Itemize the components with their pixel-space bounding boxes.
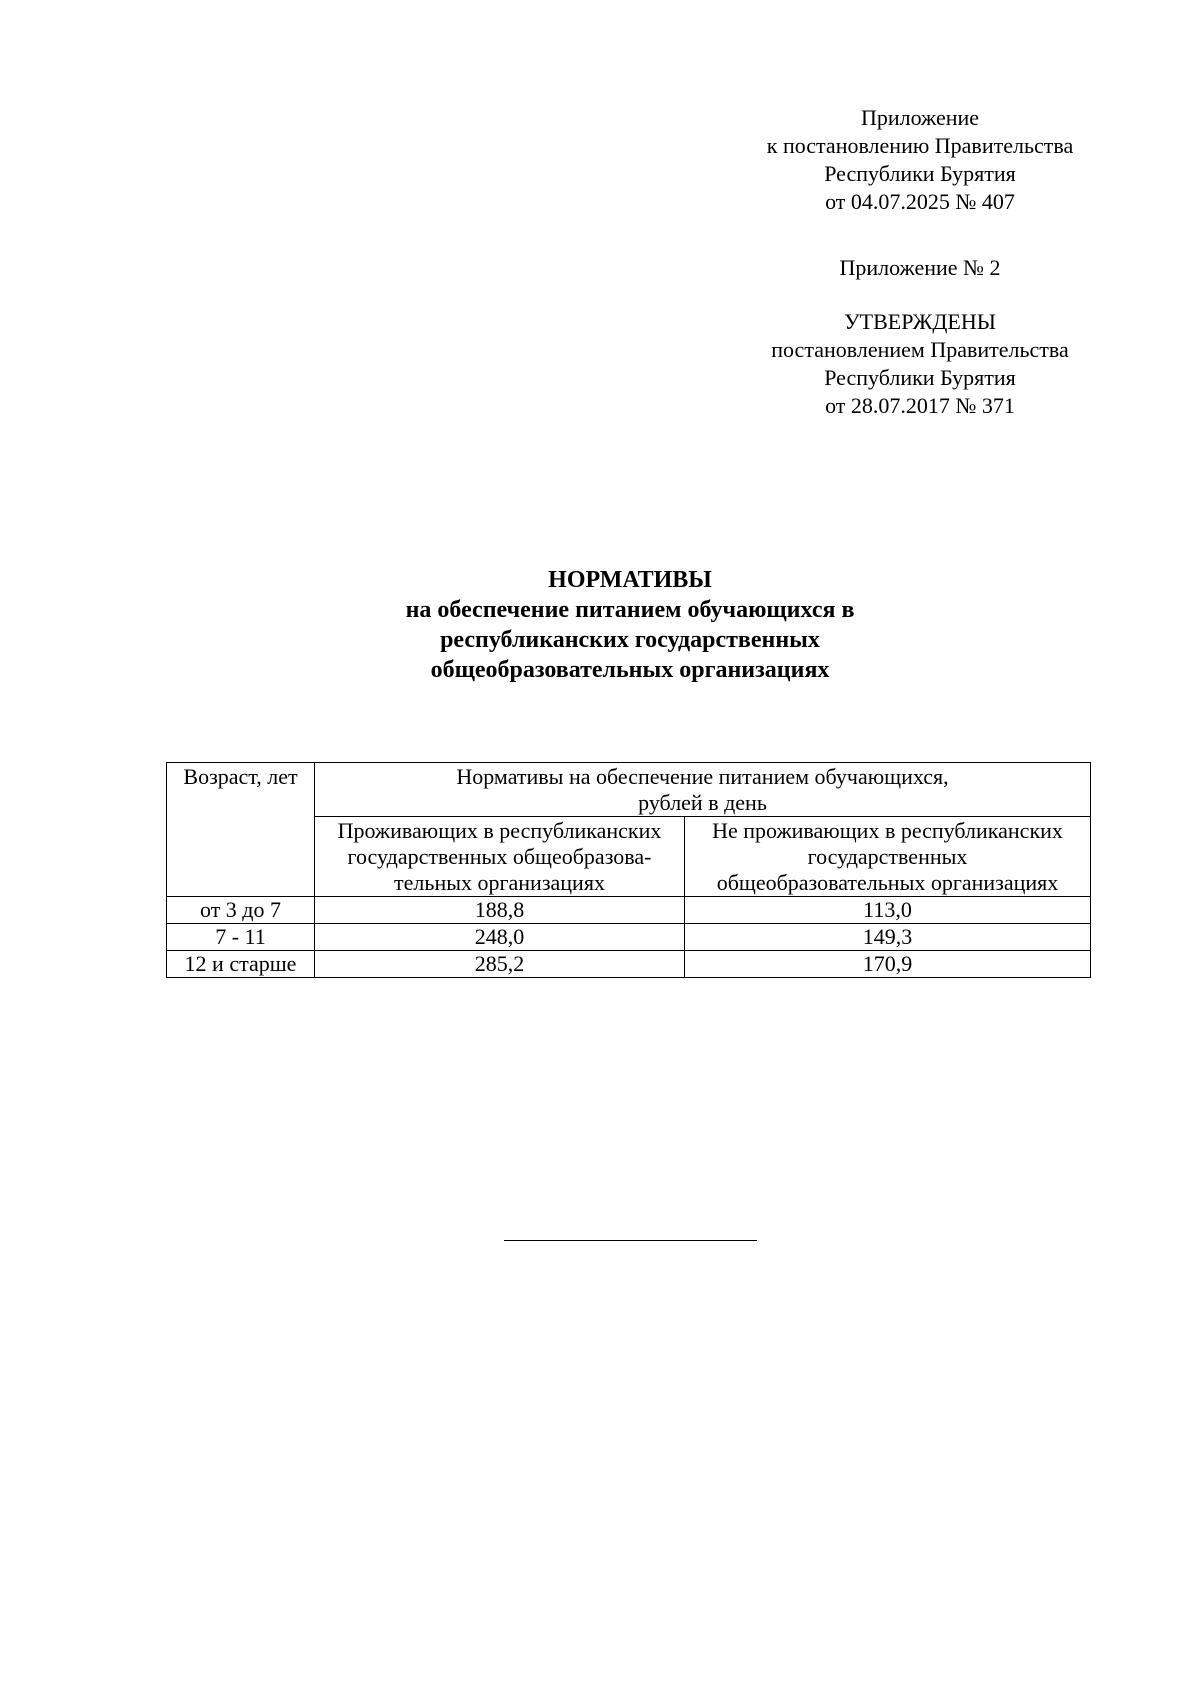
document-title: [0, 565, 1200, 685]
appendix-line: Приложение: [860, 105, 980, 130]
appendix-block: [730, 104, 1110, 216]
appendix-line: от 04.07.2025 № 407: [825, 189, 1015, 214]
cell-living: 188,8: [315, 897, 685, 924]
appendix-line: Республики Бурятия: [824, 161, 1016, 186]
norms-table: [166, 762, 1091, 978]
appendix-line: к постановлению Правительства: [766, 133, 1074, 158]
cell-living: 285,2: [315, 951, 685, 978]
cell-age: 7 - 11: [167, 924, 315, 951]
approved-line: от 28.07.2017 № 371: [825, 393, 1015, 418]
appendix-2-label: [730, 254, 1110, 282]
table-header-row: [167, 763, 1091, 817]
cell-not-living: 170,9: [685, 951, 1091, 978]
approved-line: Республики Бурятия: [824, 365, 1016, 390]
approved-line: УТВЕРЖДЕНЫ: [844, 309, 996, 334]
cell-not-living: 113,0: [685, 897, 1091, 924]
header-age: Возраст, лет: [167, 763, 315, 897]
appendix-2-text: Приложение № 2: [839, 255, 1001, 280]
header-norms: Нормативы на обеспечение питанием обучающихся, рублей в день: [315, 763, 1091, 817]
title-line: на обеспечение питанием обучающихся в: [405, 597, 855, 623]
title-line: республиканских государственных: [440, 627, 820, 653]
cell-age: 12 и старше: [167, 951, 315, 978]
cell-living: 248,0: [315, 924, 685, 951]
header-not-living: Не проживающих в республиканских государственных общеобразовательных организациях: [685, 817, 1091, 897]
table-row: [167, 897, 1091, 924]
approved-block: [730, 308, 1110, 420]
cell-not-living: 149,3: [685, 924, 1091, 951]
cell-age: от 3 до 7: [167, 897, 315, 924]
approved-line: постановлением Правительства: [771, 337, 1069, 362]
header-living: Проживающих в республиканских государственных общеобразова- тельных организациях: [315, 817, 685, 897]
table-row: [167, 951, 1091, 978]
title-main: НОРМАТИВЫ: [548, 567, 712, 593]
table-row: [167, 924, 1091, 951]
bottom-divider: [504, 1240, 757, 1241]
title-line: общеобразовательных организациях: [430, 657, 830, 683]
